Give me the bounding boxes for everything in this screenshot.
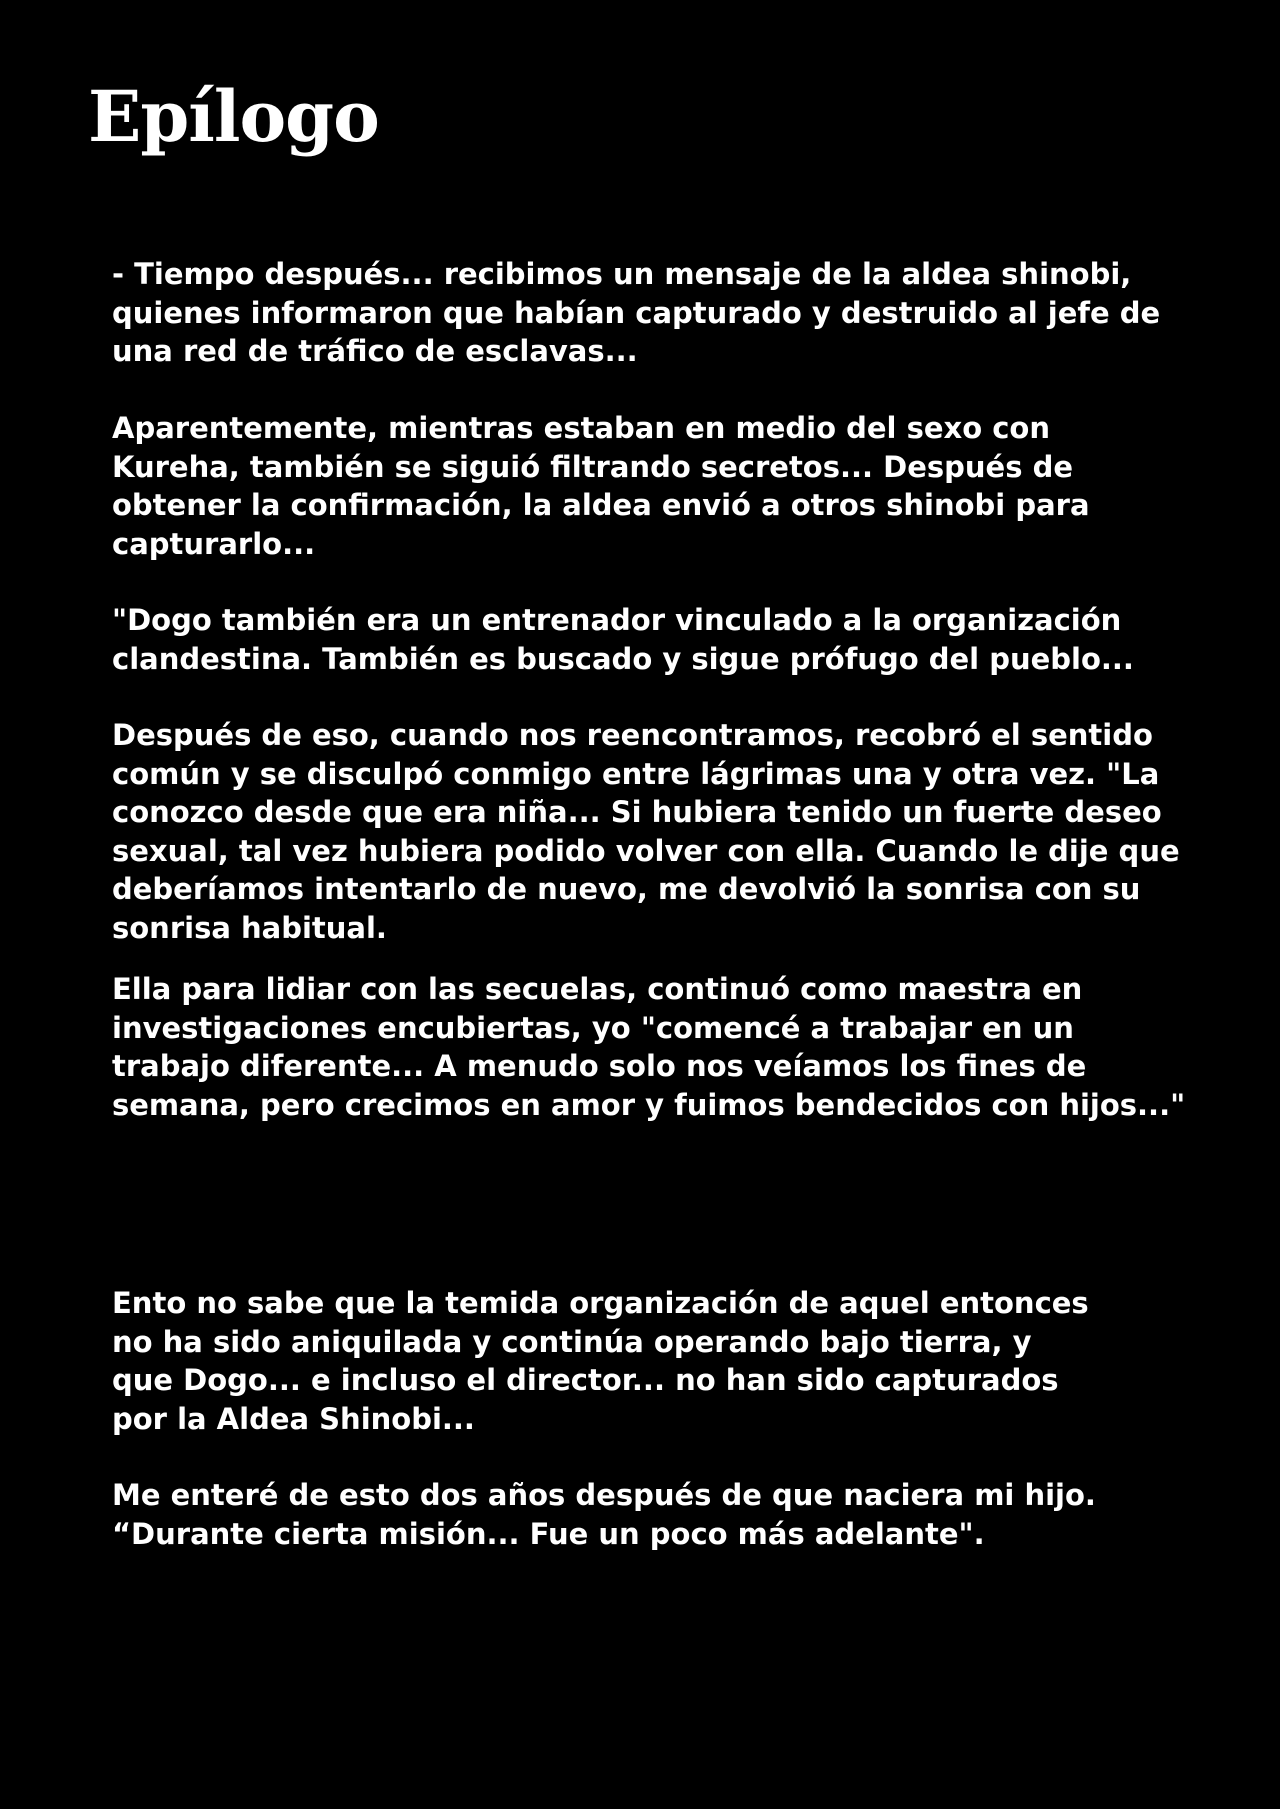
paragraph-5: Ella para lidiar con las secuelas, continuó como maestra en investigaciones encubiertas, yo "comencé a trabajar en un trabajo diferente... A menudo solo nos veíamos los fines de semana, pero crecimos en amor y fuimos bendecidos con hijos..." [112, 972, 1186, 1122]
paragraph-7: Me enteré de esto dos años después de que naciera mi hijo. “Durante cierta misión... Fue un poco más adelante". [112, 1478, 1096, 1551]
paragraph-6: Ento no sabe que la temida organización de aquel entonces no ha sido aniquilada y continúa operando bajo tierra, y que Dogo... e incluso el director... no han sido capturados por la Aldea Shinobi... [112, 1286, 1089, 1436]
paragraph-4: Después de eso, cuando nos reencontramos, recobró el sentido común y se disculpó conmigo entre lágrimas una y otra vez. "La conozco desde que era niña... Si hubiera tenido un fuerte deseo sexual, tal vez hubiera podido volver con ella. Cuando le dije que deberíamos intentarlo de nuevo, me devolvió la sonrisa con su sonrisa habitual. [112, 718, 1180, 945]
paragraph-2: Aparentemente, mientras estaban en medio del sexo con Kureha, también se siguió filtrando secretos... Después de obtener la confirmación, la aldea envió a otros shinobi para capturarlo... [112, 411, 1090, 561]
page-title: Epílogo [88, 75, 379, 158]
paragraph-1: - Tiempo después... recibimos un mensaje de la aldea shinobi, quienes informaron que habían capturado y destruido al jefe de una red de tráfico de esclavas... [112, 257, 1161, 368]
paragraph-3: "Dogo también era un entrenador vinculado a la organización clandestina. También es buscado y sigue prófugo del pueblo... [112, 603, 1134, 676]
